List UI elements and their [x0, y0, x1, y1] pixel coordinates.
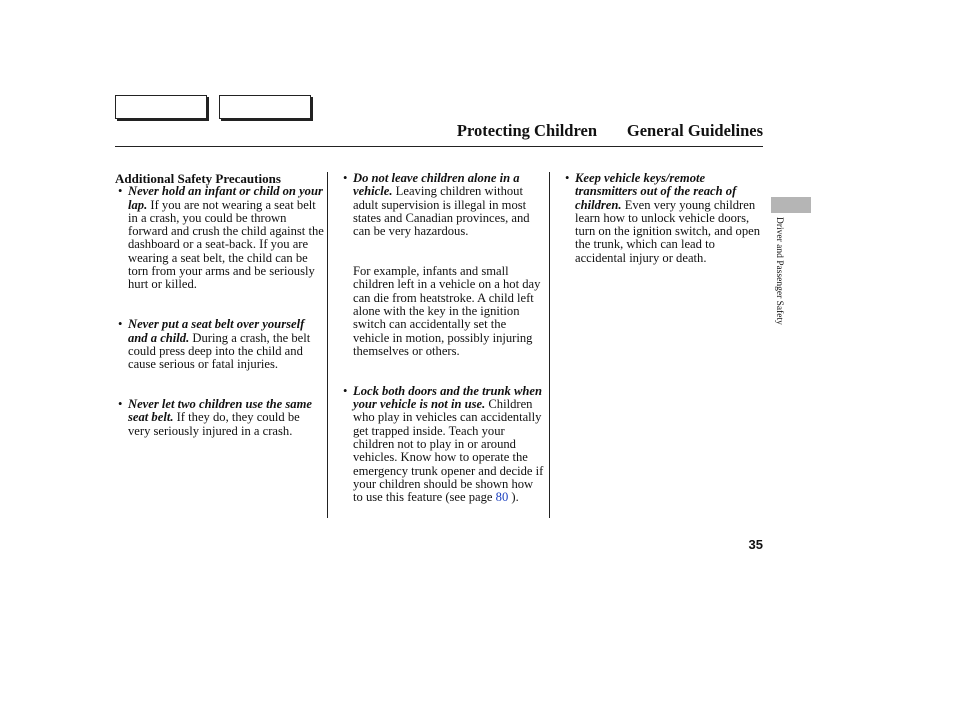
- item-text: During a crash, the belt could press deep into the child and cause serious or fatal injuries.: [128, 330, 311, 372]
- text-column-3: [562, 172, 762, 265]
- section-title-general-guidelines: General Guidelines: [626, 121, 763, 140]
- bullet: •: [118, 317, 123, 332]
- item-text: If you are not wearing a seat belt in a crash, you could be thrown forward and crush the child against the dashboard or a seat-back. If you are wearing a seat belt, the child can be torn from your arms and be seriously hurt or killed.: [128, 197, 324, 292]
- bullet: •: [565, 171, 570, 185]
- item-text-end: ).: [508, 490, 519, 505]
- item-text: Children who play in vehicles can accidentally get trapped inside. Teach your children not to play in or around vehicles. Know how to operate the emergency trunk opener and decide if your children should be shown how to use this feature (see page: [353, 397, 544, 505]
- item-text: Even very young children learn how to unlock vehicle doors, turn on the ignition switch, and open the trunk, which can lead to accidental injury or death.: [575, 197, 761, 265]
- page-header: [115, 118, 763, 147]
- list-item: [340, 385, 545, 505]
- nav-button-contents[interactable]: [115, 95, 207, 119]
- bullet: •: [118, 397, 123, 412]
- item-text: If they do, they could be very seriously injured in a crash.: [128, 410, 300, 438]
- warning-lead: Lock both doors and the trunk when your vehicle is not in use.: [353, 383, 542, 412]
- chapter-side-label: Driver and Passenger Safety: [774, 217, 784, 325]
- list-item: [115, 398, 325, 438]
- paragraph: For example, infants and small children left in a vehicle on a hot day can die from heatstroke. A child left alone with the key in the ignition switch can accidentally set the vehicle in motion, possibly injuring themselves or others.: [353, 264, 541, 358]
- text-column-2: [340, 172, 545, 504]
- list-item: [340, 172, 545, 238]
- list-item: [115, 318, 325, 371]
- list-item: [115, 185, 325, 291]
- item-text: Leaving children without adult supervision is illegal in most states and Canadian provinces, and can be very hazardous.: [353, 184, 530, 239]
- bullet: •: [343, 171, 348, 185]
- section-title-protecting-children: Protecting Children: [456, 121, 597, 140]
- page-reference-link[interactable]: 80: [495, 490, 509, 505]
- bullet: •: [343, 383, 348, 398]
- chapter-tab[interactable]: [771, 197, 811, 213]
- bullet: •: [118, 184, 123, 199]
- text-column-1: [115, 172, 325, 438]
- page-number: 35: [748, 537, 763, 552]
- warning-lead: Do not leave children alone in a vehicle.: [353, 171, 520, 199]
- nav-button-index[interactable]: [219, 95, 311, 119]
- warning-lead: Never put a seat belt over yourself and a child.: [128, 317, 305, 345]
- warning-lead: Never let two children use the same seat belt.: [128, 397, 312, 425]
- warning-lead: Keep vehicle keys/remote transmitters out of the reach of children.: [575, 171, 737, 212]
- list-item: [562, 172, 762, 265]
- warning-lead: Never hold an infant or child on your lap.: [128, 184, 323, 212]
- subheading: Additional Safety Precautions: [115, 171, 281, 186]
- column-divider: [327, 172, 328, 518]
- column-divider: [549, 172, 550, 518]
